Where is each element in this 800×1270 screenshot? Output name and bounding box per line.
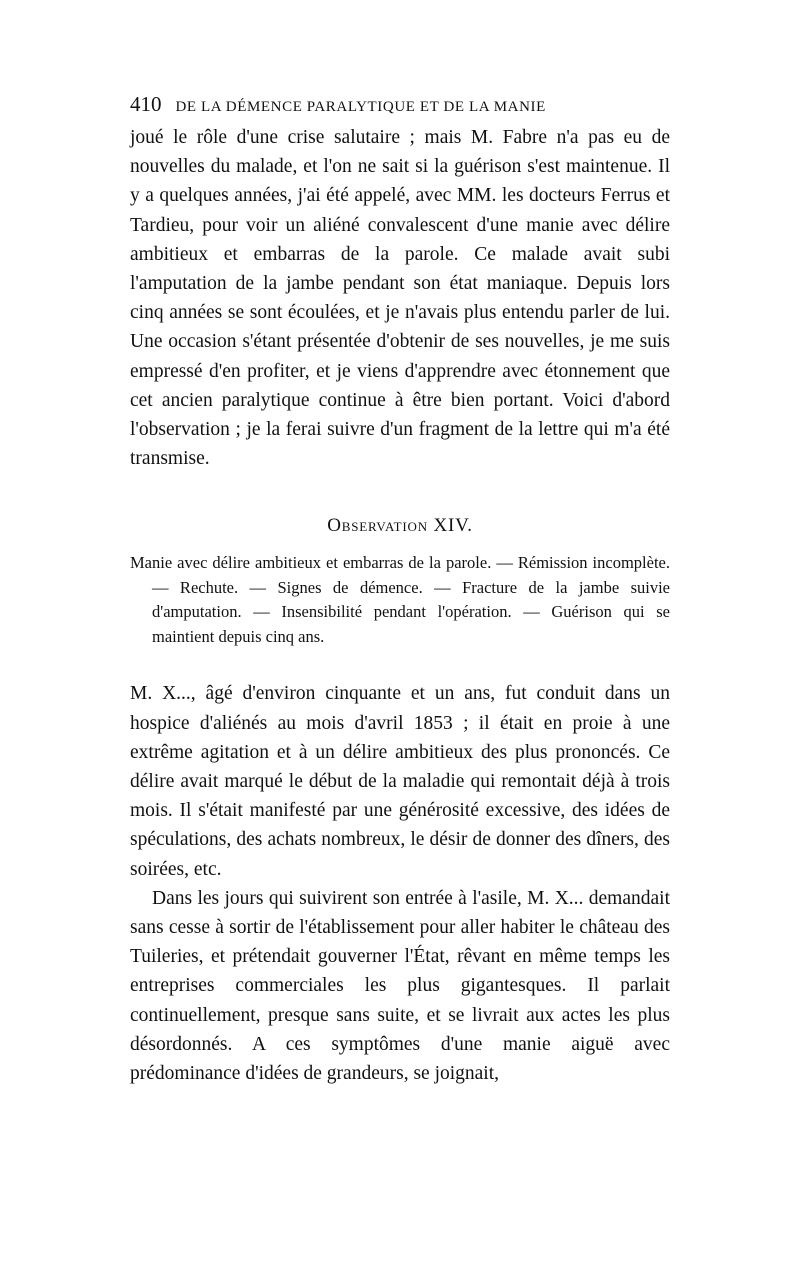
running-title: DE LA DÉMENCE PARALYTIQUE ET DE LA MANIE: [175, 99, 546, 115]
observation-body: [130, 679, 670, 1088]
paragraph-case-continued: Dans les jours qui suivirent son entrée à l'asile, M. X... demandait sans cesse à sortir de l'établissement pour aller habiter le château des Tuileries, et prétendait gouverner l'État, rêvant en même temps les entreprises commerciales les plus gigantesques. Il parlait continuellement, presque sans suite, et se livrait aux actes les plus désordonnés. A ces symptômes d'une manie aiguë avec prédominance d'idées de grandeurs, se joignait,: [130, 887, 670, 1085]
observation-summary: Manie avec délire ambitieux et embarras de la parole. — Rémission incomplète. — Rechute. — Signes de démence. — Fracture de la jambe suivie d'amputation. — Insensibilité pendant l'opération. — Guérison qui se maintient depuis cinq ans.: [130, 553, 670, 646]
running-head: [130, 92, 670, 117]
observation-heading: Observation XIV.: [327, 515, 473, 537]
paragraph-intro: joué le rôle d'une crise salutaire ; mais M. Fabre n'a pas eu de nouvelles du malade, et l'on ne sait si la guérison s'est maintenue. Il y a quelques années, j'ai été appelé, avec MM. les docteurs Ferrus et Tardieu, pour voir un aliéné convalescent d'une manie avec délire ambitieux et embarras de la parole. Ce malade avait subi l'amputation de la jambe pendant son état maniaque. Depuis lors cinq années se sont écoulées, et je n'avais plus entendu parler de lui. Une occasion s'étant présentée d'obtenir de ses nouvelles, je me suis empressé d'en profiter, et je viens d'apprendre avec étonnement que cet ancien paralytique continue à être bien portant. Voici d'abord l'observation ; je la ferai suivre d'un fragment de la lettre qui m'a été transmise.: [130, 127, 670, 470]
paragraph-case-intro: M. X..., âgé d'environ cinquante et un ans, fut conduit dans un hospice d'aliénés au mois d'avril 1853 ; il était en proie à une extrême agitation et à un délire ambitieux des plus prononcés. Ce délire avait marqué le début de la maladie qui remontait déjà à trois mois. Il s'était manifesté par une générosité excessive, des idées de spéculations, des achats nombreux, le désir de donner des dîners, des soirées, etc.: [130, 683, 670, 880]
page-number: 410: [130, 92, 162, 116]
book-page: [130, 92, 670, 1088]
